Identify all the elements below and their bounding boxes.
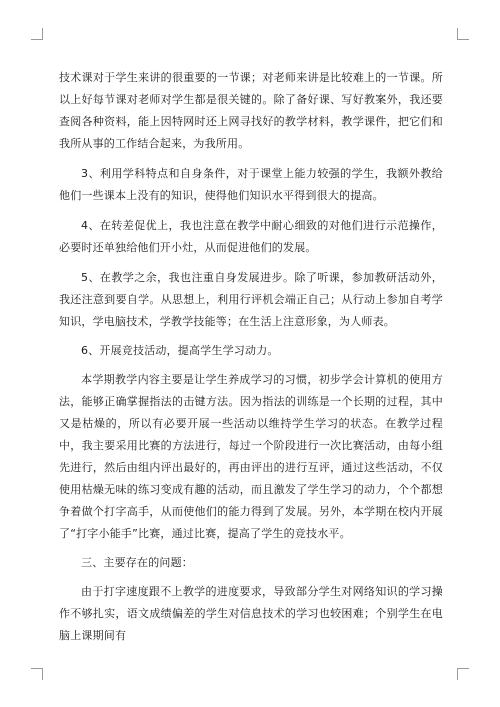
crop-mark-top-left bbox=[31, 28, 43, 40]
paragraph-point-3: 3、利用学科特点和自身条件，对于课堂上能力较强的学生，我额外教给他们一些课本上没有的知识，使得他们知识水平得到很大的提高。 bbox=[59, 167, 443, 202]
crop-mark-bottom-left bbox=[31, 668, 43, 680]
paragraph-point-4: 4、在转差促优上，我也注意在教学中耐心细致的对他们进行示范操作，必要时还单独给他们开小灶，从而促进他们的发展。 bbox=[59, 219, 443, 254]
paragraph-point-6: 6、开展竞技活动，提高学生学习动力。 bbox=[81, 344, 279, 357]
paragraph-continuation: 技术课对于学生来讲的很重要的一节课；对老师来讲是比较难上的一节课。所以上好每节课对老师对学生都是很关键的。除了备好课、写好教案外，我还要查阅各种资料，能上因特网时还上网寻找好的教学材料，教学课件，把它们和我所从事的工作结合起来，为我所用。 bbox=[59, 71, 443, 150]
paragraph-teaching-content: 本学期教学内容主要是让学生养成学习的习惯，初步学会计算机的使用方法，能够正确掌握指法的击键方法。因为指法的训练是一个长期的过程，其中又是枯燥的，所以有必要开展一些活动以维持学生学习的状态。在教学过程中，我主要采用比赛的方法进行，每过一个阶段进行一次比赛活动，由每小组先进行，然后由组内评出最好的，再由评出的进行互评，通过这些活动，不仅使用枯燥无味的练习变成有趣的活动，而且激发了学生学习的动力，个个都想争着做个打字高手，从而使他们的能力得到了发展。另外，本学期在校内开展了“打字小能手”比赛，通过比赛，提高了学生的竞技水平。 bbox=[59, 373, 443, 540]
paragraph-problems: 由于打字速度跟不上教学的进度要求，导致部分学生对网络知识的学习操作不够扎实，语文成绩偏差的学生对信息技术的学习也较困难；个别学生在电脑上课期间有 bbox=[59, 585, 443, 642]
document-body bbox=[59, 67, 443, 647]
crop-mark-bottom-right bbox=[457, 668, 469, 680]
section-heading-problems: 三、主要存在的问题： bbox=[81, 556, 193, 569]
crop-mark-top-right bbox=[457, 28, 469, 40]
paragraph-point-5: 5、在教学之余，我也注重自身发展进步。除了听课，参加教研活动外，我还注意到要自学。从思想上，利用行评机会端正自己；从行动上参加自考学知识，学电脑技术，学教学技能等；在生活上注意形象，为人师表。 bbox=[59, 271, 443, 328]
